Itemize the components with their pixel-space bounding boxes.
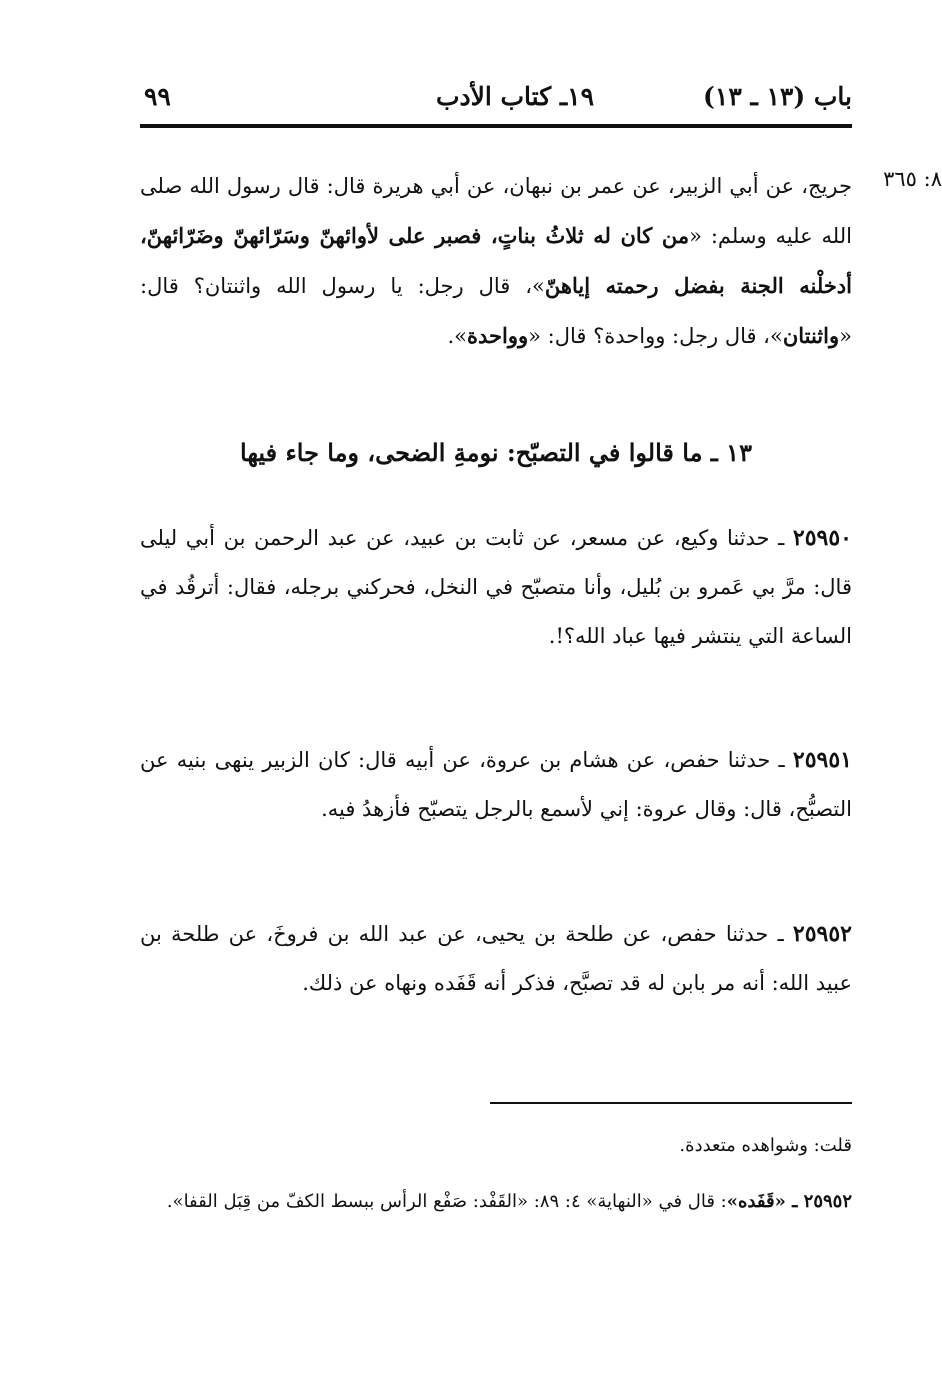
prophetic-saying: وواحدة bbox=[467, 323, 529, 348]
hadith-25952 bbox=[140, 910, 852, 1008]
footnote-1: قلت: وشواهده متعددة. bbox=[679, 1135, 852, 1156]
footnote-rule bbox=[490, 1102, 852, 1104]
page-header bbox=[140, 82, 852, 122]
prophetic-saying: من كان له ثلاثُ بناتٍ، فصبر على لأوائهنّ وسَرّائهنّ وضَرّائهنّ، أدخلْنه الجنة بفضل رحمته إياهنّ bbox=[140, 223, 852, 298]
hadith-25950 bbox=[140, 514, 852, 661]
footnote-term: ـ «قَفَده» bbox=[726, 1191, 804, 1212]
hadith-number: ٢٥٩٥٠ bbox=[792, 525, 852, 551]
header-rule bbox=[140, 124, 852, 128]
section-title: ١٣ ـ ما قالوا في التصبّح: نومةِ الضحى، وما جاء فيها bbox=[240, 438, 752, 467]
hadith-number: ٢٥٩٥٢ bbox=[792, 921, 852, 947]
hadith-number: ٢٥٩٥١ bbox=[792, 747, 852, 773]
prophetic-saying: واثنتان bbox=[782, 323, 840, 348]
text-segment: ». bbox=[447, 324, 467, 348]
text-segment: »، قال رجل: يا رسول الله واثنتان؟ قال: « bbox=[140, 274, 852, 348]
footnote-text: : قال في «النهاية» ٤: ٨٩: «القَفْد: صَفْع الرأس ببسط الكفّ من قِبَل القفا». bbox=[166, 1191, 727, 1212]
book-title: ١٩ـ كتاب الأدب bbox=[435, 82, 594, 111]
hadith-continuation bbox=[140, 162, 852, 361]
footnote-2 bbox=[140, 1180, 852, 1224]
hadith-text: ـ حدثنا حفص، عن هشام بن عروة، عن أبيه قال: كان الزبير ينهى بنيه عن التصبُّح، قال: وقال عروة: إني لأسمع بالرجل يتصبّح فأزهدُ فيه. bbox=[140, 748, 852, 821]
footnote-number: ٢٥٩٥٢ bbox=[803, 1191, 852, 1212]
text-segment: جريج، عن أبي الزبير، عن عمر بن نبهان، عن أبي هريرة قال: قال رسول الله صلى الله عليه وسلم: « bbox=[140, 174, 852, 248]
chapter-heading: باب (١٣ ـ ١٣) bbox=[703, 82, 852, 111]
hadith-25951 bbox=[140, 736, 852, 834]
margin-reference: ٨: ٣٦٥ bbox=[883, 167, 942, 191]
page-number: ٩٩ bbox=[144, 82, 171, 111]
hadith-text: ـ حدثنا وكيع، عن مسعر، عن ثابت بن عبيد، عن عبد الرحمن بن أبي ليلى قال: مرَّ بي عَمرو بن بُليل، وأنا متصبّح في النخل، فحركني برجله، فقال: أترقُد في الساعة التي ينتشر فيها عباد الله؟!. bbox=[140, 526, 852, 648]
text-segment: »، قال رجل: وواحدة؟ قال: « bbox=[528, 324, 783, 348]
hadith-text: ـ حدثنا حفص، عن طلحة بن يحيى، عن عبد الله بن فروخَ، عن طلحة بن عبيد الله: أنه مر بابن له قد تصبَّح، فذكر أنه قَفَده ونهاه عن ذلك. bbox=[140, 922, 852, 995]
